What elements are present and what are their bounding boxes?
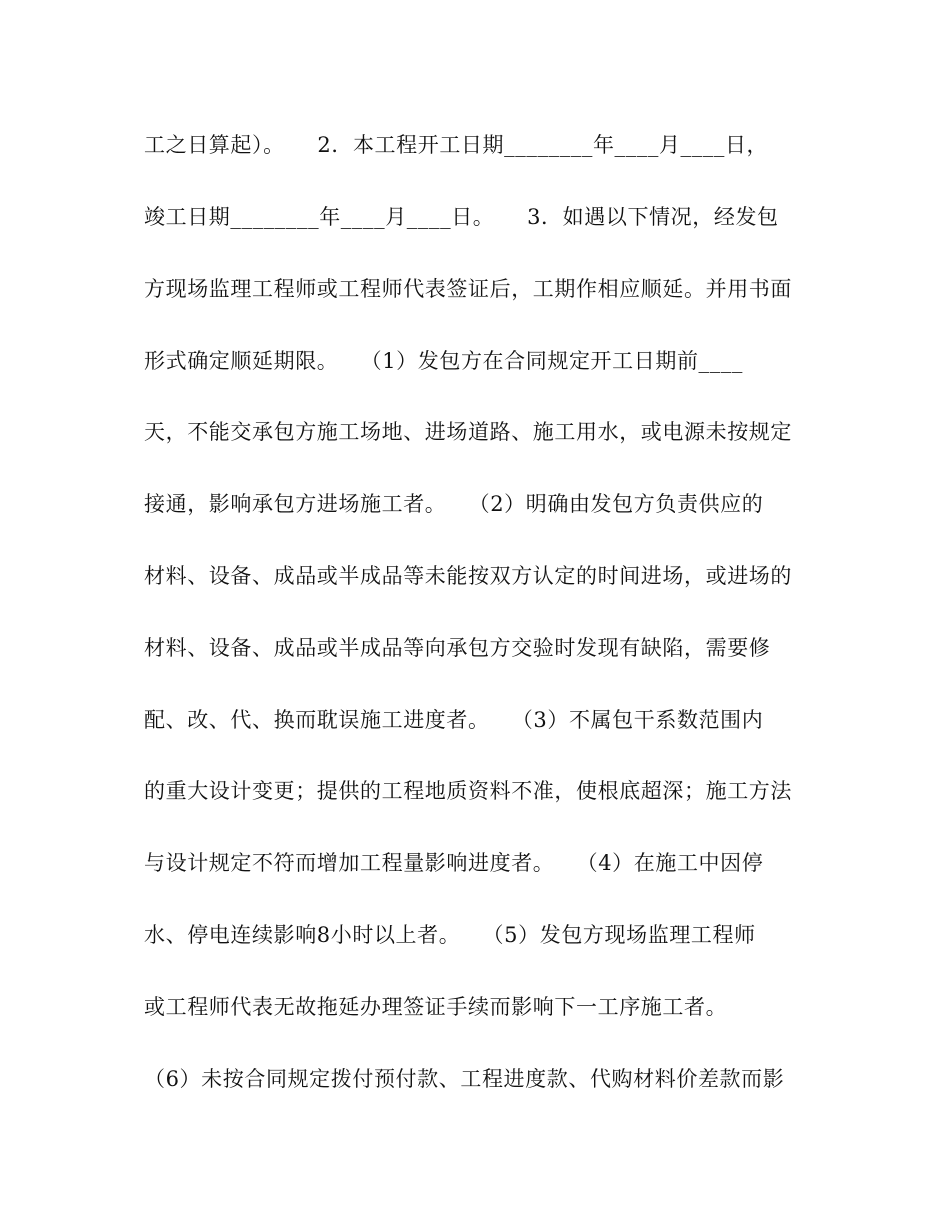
text-line: 配、改、代、换而耽误施工进度者。 （3）不属包干系数范围内 — [144, 708, 764, 732]
text-line: 天，不能交承包方施工场地、进场道路、施工用水，或电源未按规定 — [144, 420, 792, 444]
text-line: 与设计规定不符而增加工程量影响进度者。 （4）在施工中因停 — [144, 851, 764, 875]
text-line: 接通，影响承包方进场施工者。 （2）明确由发包方负责供应的 — [144, 492, 764, 516]
text-line: 的重大设计变更；提供的工程地质资料不准，使根底超深；施工方法 — [144, 779, 792, 803]
text-line: 工之日算起）。 2．本工程开工日期________年____月____日， — [144, 133, 769, 157]
text-line: 材料、设备、成品或半成品等未能按双方认定的时间进场，或进场的 — [144, 564, 792, 588]
text-line: 或工程师代表无故拖延办理签证手续而影响下一工序施工者。 — [144, 995, 728, 1019]
text-line: （6）未按合同规定拨付预付款、工程进度款、代购材料价差款而影 — [144, 1067, 785, 1091]
text-line: 水、停电连续影响8小时以上者。 （5）发包方现场监理工程师 — [144, 923, 756, 947]
text-line: 方现场监理工程师或工程师代表签证后，工期作相应顺延。并用书面 — [144, 277, 792, 301]
text-line: 竣工日期________年____月____日。 3．如遇以下情况，经发包 — [144, 205, 779, 229]
text-line: 材料、设备、成品或半成品等向承包方交验时发现有缺陷，需要修 — [144, 636, 771, 660]
text-line: 形式确定顺延期限。 （1）发包方在合同规定开工日期前____ — [144, 349, 743, 373]
